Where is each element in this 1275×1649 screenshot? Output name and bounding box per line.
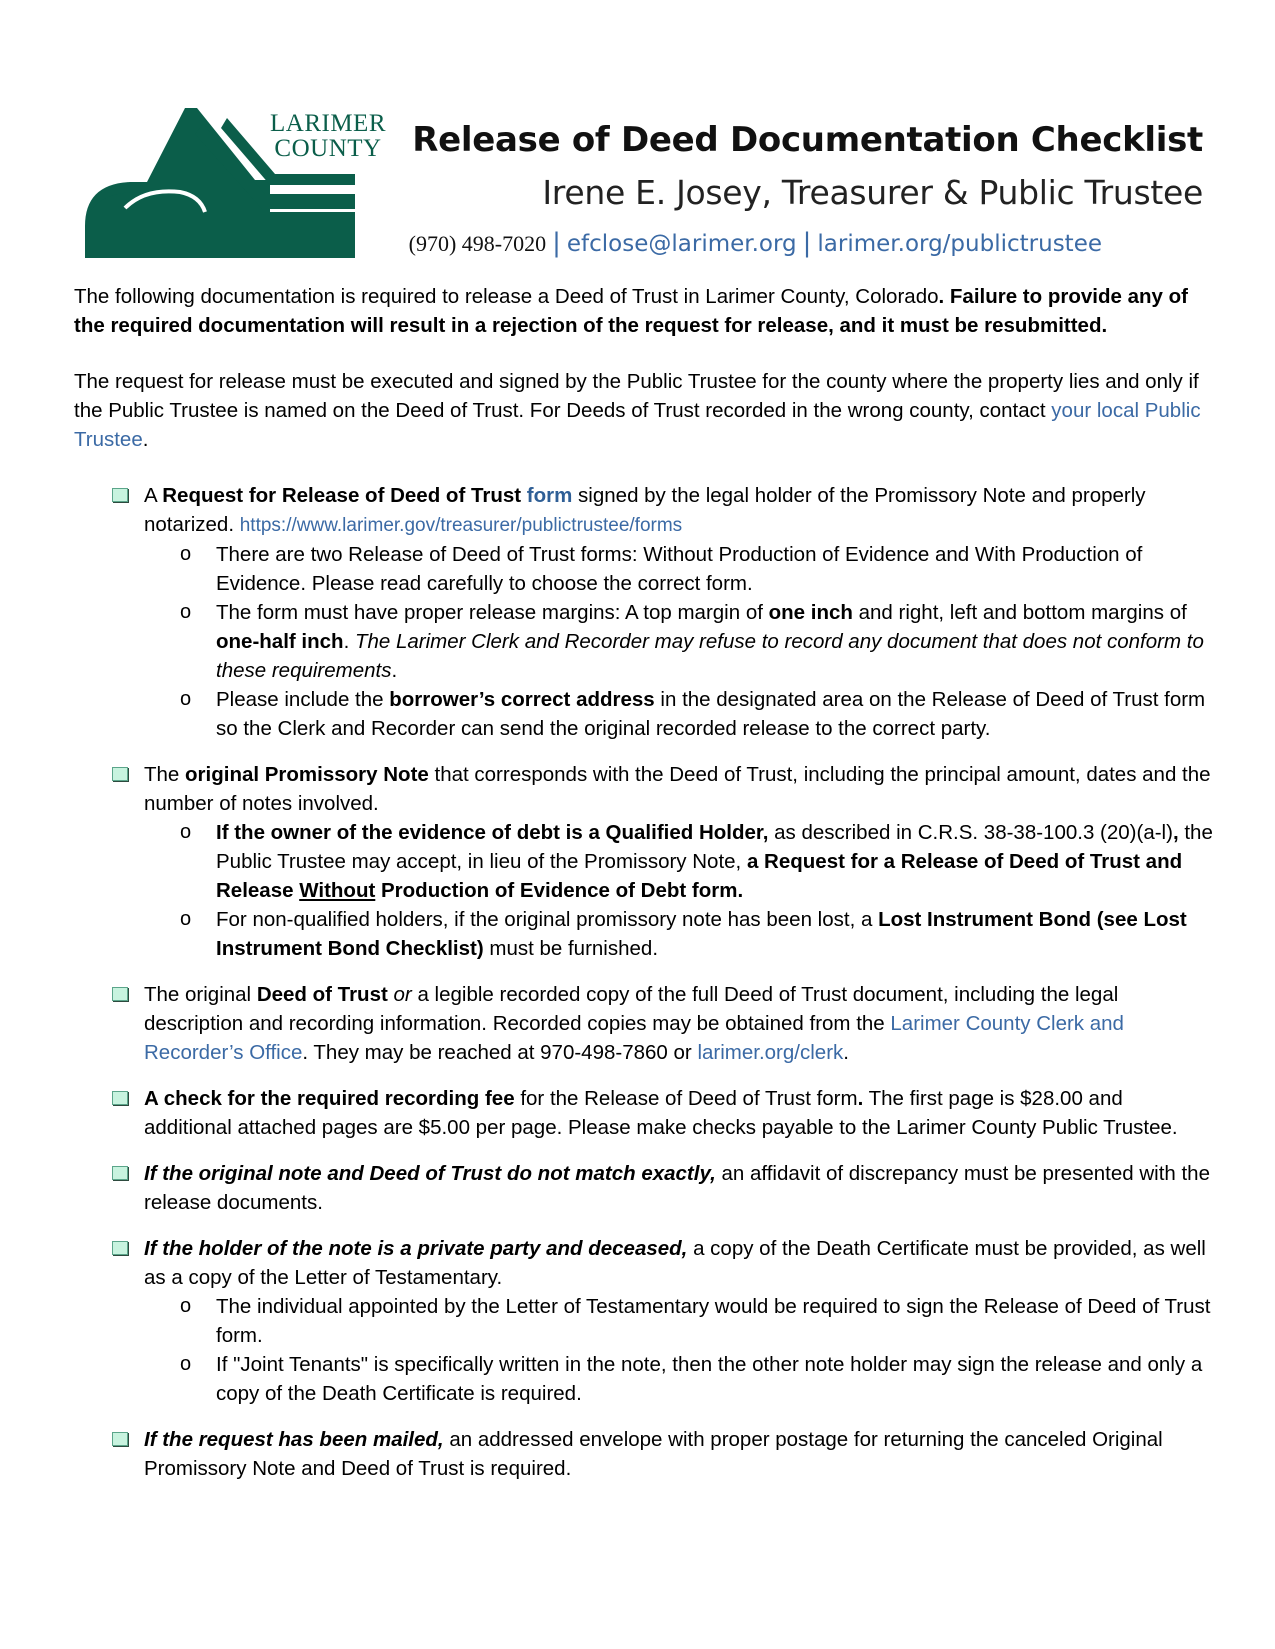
sub-item: o There are two Release of Deed of Trust forms: Without Production of Evidence and With Production of Evidence. Please read carefully to choose the correct form. [144, 540, 1214, 598]
sub-item: o Please include the borrower’s correct address in the designated area on the Release of Deed of Trust form so the Clerk and Recorder can send the original recorded release to the correct party. [144, 685, 1214, 743]
page-subtitle: Irene E. Josey, Treasurer & Public Trustee [542, 173, 1203, 212]
phone-number: (970) 498-7020 [408, 231, 547, 256]
contact-line: (970) 498-7020 | efclose@larimer.org | larimer.org/publictrustee [408, 228, 1102, 258]
checkbox[interactable] [112, 488, 128, 502]
bullet-icon: o [180, 821, 192, 843]
checklist-item-request-form: A Request for Release of Deed of Trust form signed by the legal holder of the Promissory Note and properly notarized. https://www.larimer.gov/treasurer/publictrustee/forms o There are two Release of Deed of Trust forms: Without Production of Evidence and With Production of Evidence. Please read carefully to choose the correct form. o The form must have proper release margins: A top margin of one inch and right, left and bottom margins of one-half inch. The Larimer Clerk and Recorder may refuse to record any document that does not conform to these requirements. o Please include the borrower’s correct address in the designated area on the Release of Deed of Trust form so the Clerk and Recorder can send the original recorded release to the correct party. [74, 481, 1214, 743]
checkbox[interactable] [112, 1241, 128, 1255]
checklist [74, 481, 1214, 1483]
checkbox[interactable] [112, 987, 128, 1001]
bullet-icon: o [180, 1353, 192, 1375]
website-link[interactable]: larimer.org/publictrustee [817, 231, 1102, 257]
local-trustee-link[interactable]: your local Public Trustee [74, 399, 1201, 451]
checkbox[interactable] [112, 767, 128, 781]
intro-paragraph: The following documentation is required to release a Deed of Trust in Larimer County, Colorado. Failure to provide any of the required documentation will result in a rejection of the request for release, and it must be resubmitted. [74, 285, 1188, 337]
checklist-item-discrepancy: If the original note and Deed of Trust do not match exactly, an affidavit of discrepancy must be presented with the release documents. [74, 1159, 1214, 1217]
checklist-item-deceased-holder: If the holder of the note is a private party and deceased, a copy of the Death Certificate must be provided, as well as a copy of the Letter of Testamentary. o The individual appointed by the Letter of Testamentary would be required to sign the Release of Deed of Trust form. o If "Joint Tenants" is specifically written in the note, then the other note holder may sign the release and only a copy of the Death Certificate is required. [74, 1234, 1214, 1408]
clerk-office-link[interactable]: Larimer County Clerk and Recorder’s Office [144, 1012, 1124, 1064]
sub-list [144, 818, 1214, 963]
sub-item: o If "Joint Tenants" is specifically written in the note, then the other note holder may sign the release and only a copy of the Death Certificate is required. [144, 1350, 1214, 1408]
checklist-item-recording-fee: A check for the required recording fee for the Release of Deed of Trust form. The first page is $28.00 and additional attached pages are $5.00 per page. Please make checks payable to the Larimer County Public Trustee. [74, 1084, 1214, 1142]
forms-url-link[interactable]: https://www.larimer.gov/treasurer/publictrustee/forms [239, 515, 683, 536]
bullet-icon: o [180, 543, 192, 565]
document-body [74, 282, 1214, 1500]
form-link[interactable]: form [526, 484, 573, 507]
checkbox[interactable] [112, 1432, 128, 1446]
checklist-item-deed-of-trust: The original Deed of Trust or a legible recorded copy of the full Deed of Trust document, including the legal description and recording information. Recorded copies may be obtained from the Larimer County Clerk and Recorder’s Office. They may be reached at 970-498-7860 or larimer.org/clerk. [74, 980, 1214, 1067]
bullet-icon: o [180, 908, 192, 930]
checklist-item-mailed: If the request has been mailed, an addressed envelope with proper postage for returning the canceled Original Promissory Note and Deed of Trust is required. [74, 1425, 1214, 1483]
sub-item: o The form must have proper release margins: A top margin of one inch and right, left and bottom margins of one-half inch. The Larimer Clerk and Recorder may refuse to record any document that does not conform to these requirements. [144, 598, 1214, 685]
bullet-icon: o [180, 601, 192, 623]
checkbox[interactable] [112, 1091, 128, 1105]
page-title: Release of Deed Documentation Checklist [412, 120, 1203, 160]
trustee-paragraph: The request for release must be executed and signed by the Public Trustee for the county where the property lies and only if the Public Trustee is named on the Deed of Trust. For Deeds of Trust recorded in the wrong county, contact your local Public Trustee. [74, 370, 1201, 451]
bullet-icon: o [180, 688, 192, 710]
sub-list [144, 1292, 1214, 1408]
sub-item: o For non-qualified holders, if the original promissory note has been lost, a Lost Instrument Bond (see Lost Instrument Bond Checklist) must be furnished. [144, 905, 1214, 963]
sub-list [144, 540, 1214, 743]
logo-text: LARIMER COUNTY [270, 110, 386, 162]
email-link[interactable]: efclose@larimer.org [566, 231, 797, 257]
sub-item: o If the owner of the evidence of debt is a Qualified Holder, as described in C.R.S. 38-38-100.3 (20)(a-l), the Public Trustee may accept, in lieu of the Promissory Note, a Request for a Release of Deed of Trust and Release Without Production of Evidence of Debt form. [144, 818, 1214, 905]
bullet-icon: o [180, 1295, 192, 1317]
checklist-item-promissory-note: The original Promissory Note that corresponds with the Deed of Trust, including the principal amount, dates and the number of notes involved. o If the owner of the evidence of debt is a Qualified Holder, as described in C.R.S. 38-38-100.3 (20)(a-l), the Public Trustee may accept, in lieu of the Promissory Note, a Request for a Release of Deed of Trust and Release Without Production of Evidence of Debt form. o For non-qualified holders, if the original promissory note has been lost, a Lost Instrument Bond (see Lost Instrument Bond Checklist) must be furnished. [74, 760, 1214, 963]
checkbox[interactable] [112, 1166, 128, 1180]
sub-item: o The individual appointed by the Letter of Testamentary would be required to sign the Release of Deed of Trust form. [144, 1292, 1214, 1350]
clerk-website-link[interactable]: larimer.org/clerk [697, 1041, 844, 1064]
